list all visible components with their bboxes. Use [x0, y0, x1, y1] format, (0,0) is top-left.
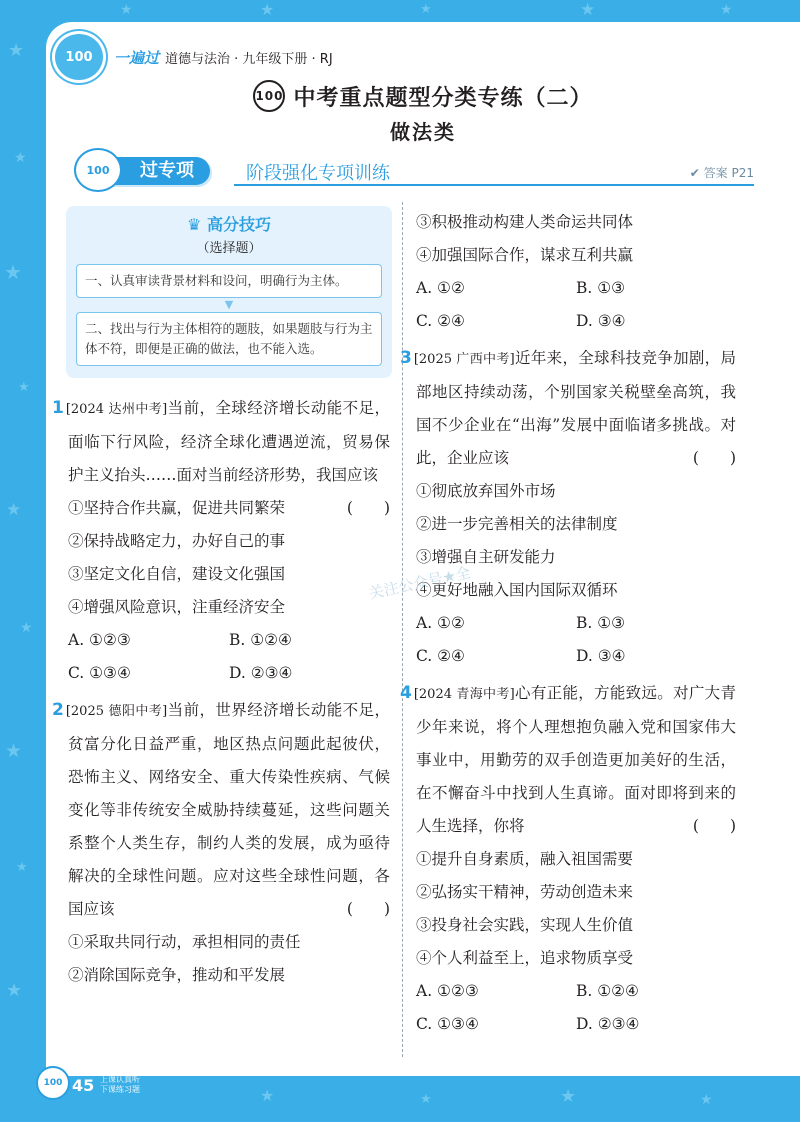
option-item: ①彻底放弃国外市场	[416, 482, 556, 500]
star-icon: ★	[580, 0, 596, 20]
star-icon: ★	[16, 860, 28, 875]
graduation-cap-icon: ♛	[187, 215, 207, 234]
question-text: 近年来，全球科技竞争加剧，局部地区持续动荡，个别国家关税壁垒高筑，我国不少企业在“出海”发展中面临诸多挑战。对此，企业应该	[416, 349, 736, 467]
question-2	[52, 694, 390, 992]
question-2-continued	[416, 206, 736, 338]
option-item: ④加强国际合作，谋求互利共赢	[416, 246, 634, 264]
choice-a[interactable]: A. ①②③	[416, 982, 479, 1000]
choice-b[interactable]: B. ①③	[576, 614, 626, 632]
section-banner	[74, 154, 754, 188]
option-item: ②进一步完善相关的法律制度	[416, 515, 618, 533]
title-text: 中考重点题型分类专练（二）	[293, 85, 593, 111]
answer-blank[interactable]: ( )	[692, 817, 736, 835]
star-icon: ★	[4, 260, 22, 284]
question-text: 当前，世界经济增长动能不足，贫富分化日益严重，地区热点问题此起彼伏，恐怖主义、网络安全、重大传染性疾病、气候变化等非传统安全威胁持续蔓延，这些问题关系整个人类生存，制约人类的发展，成为亟待解决的全球性问题。应对这些全球性问题，各国应该	[68, 701, 390, 918]
section-title: 阶段强化专项训练	[246, 163, 390, 184]
question-4	[400, 677, 736, 1041]
page-title	[253, 80, 592, 112]
choice-d[interactable]: D. ③④	[576, 312, 626, 330]
option-item: ③积极推动构建人类命运共同体	[416, 213, 634, 231]
choice-a[interactable]: A. ①②③	[68, 631, 131, 649]
choice-c[interactable]: C. ①③④	[68, 664, 131, 682]
choice-c[interactable]: C. ②④	[416, 647, 465, 665]
tips-title	[76, 212, 382, 235]
page-subtitle: 做法类	[390, 120, 456, 144]
option-item: ①提升自身素质，融入祖国需要	[416, 850, 634, 868]
answer-blank[interactable]: ( )	[346, 900, 390, 918]
question-source: [2025 德阳中考]	[65, 704, 168, 719]
section-tag: 过专项	[96, 157, 210, 185]
star-icon: ★	[20, 620, 33, 636]
option-item: ②弘扬实干精神，劳动创造未来	[416, 883, 634, 901]
question-number: 4	[400, 683, 412, 703]
slogan-line: 上课认真听	[100, 1075, 140, 1084]
star-icon: ★	[8, 40, 25, 61]
option-item: ②消除国际竞争，推动和平发展	[68, 966, 286, 984]
star-icon: ★	[420, 2, 432, 17]
choice-c[interactable]: C. ①③④	[416, 1015, 479, 1033]
watermark: 关注公众号★全	[367, 563, 473, 603]
slogan-line: 下课练习题	[100, 1085, 140, 1094]
choice-d[interactable]: D. ②③④	[229, 664, 293, 682]
footer-slogan	[100, 1075, 140, 1095]
banner-underline	[234, 184, 754, 186]
choice-a[interactable]: A. ①②	[416, 614, 465, 632]
star-icon: ★	[5, 740, 23, 762]
star-icon: ★	[700, 1092, 713, 1108]
star-icon: ★	[720, 2, 733, 18]
star-icon: ★	[260, 0, 275, 19]
question-text: 当前，全球经济增长动能不足，面临下行风险，经济全球化遭遇逆流，贸易保护主义抬头……面对当前经济形势，我国应该	[68, 399, 390, 484]
option-item: ③投身社会实践，实现人生价值	[416, 916, 634, 934]
answer-reference-text: 答案 P21	[703, 166, 754, 180]
choice-b[interactable]: B. ①②④	[229, 631, 292, 649]
star-icon: ★	[120, 2, 133, 18]
brand-name: 一遍过	[114, 48, 160, 67]
answer-choices	[68, 624, 390, 690]
question-stem	[400, 342, 736, 475]
question-stem	[400, 677, 736, 843]
star-badge-icon: 100	[253, 80, 285, 112]
tips-subtitle: （选择题）	[196, 241, 262, 256]
star-icon: ★	[18, 380, 30, 395]
page-sheet	[46, 22, 800, 1076]
tip-item: 一、认真审读背景材料和设问，明确行为主体。	[76, 264, 382, 298]
star-icon: ★	[6, 500, 22, 520]
left-column	[52, 206, 390, 992]
page-number: 45	[72, 1076, 95, 1095]
choice-d[interactable]: D. ③④	[576, 647, 626, 665]
question-3	[400, 342, 736, 673]
question-text: 心有正能，方能致远。对广大青少年来说，将个人理想抱负融入党和国家伟大事业中，用勤劳的双手创造更加美好的生活，在不懈奋斗中找到人生真谛。面对即将到来的人生选择，你将	[416, 684, 736, 835]
star-icon: ★	[420, 1092, 432, 1107]
title-block	[46, 80, 800, 145]
choice-a[interactable]: A. ①②	[416, 279, 465, 297]
star-icon: ★	[6, 980, 23, 1001]
option-item: ③增强自主研发能力	[416, 548, 556, 566]
answer-choices	[416, 272, 736, 338]
question-source: [2024 达州中考]	[65, 402, 168, 417]
question-source: [2025 广西中考]	[413, 352, 515, 367]
question-1	[52, 392, 390, 690]
question-number: 3	[400, 348, 412, 368]
answer-blank[interactable]: ( )	[692, 449, 736, 467]
banner-mascot-icon: 100	[74, 148, 122, 192]
check-icon: ✔	[689, 166, 704, 180]
answer-blank[interactable]: ( )	[346, 499, 390, 517]
option-item: ②保持战略定力，办好自己的事	[68, 532, 286, 550]
question-number: 2	[52, 700, 64, 720]
page-footer	[0, 1066, 200, 1106]
column-divider	[402, 202, 403, 1057]
choice-b[interactable]: B. ①③	[576, 279, 626, 297]
right-column	[400, 206, 736, 1041]
option-item: ①坚持合作共赢，促进共同繁荣	[68, 499, 286, 517]
choice-d[interactable]: D. ②③④	[576, 1015, 640, 1033]
option-item: ④更好地融入国内国际双循环	[416, 581, 618, 599]
mascot-logo: 100	[52, 31, 106, 83]
answer-choices	[416, 607, 736, 673]
option-item: ③坚定文化自信，建设文化强国	[68, 565, 286, 583]
question-stem	[52, 694, 390, 926]
tips-box	[66, 206, 392, 378]
footer-mascot-icon: 100	[36, 1066, 70, 1100]
choice-c[interactable]: C. ②④	[416, 312, 465, 330]
star-icon: ★	[14, 150, 27, 166]
option-item: ①采取共同行动，承担相同的责任	[68, 933, 301, 951]
tip-item: 二、找出与行为主体相符的题肢，如果题肢与行为主体不符，即便是正确的做法，也不能入选。	[76, 312, 382, 366]
arrow-down-icon: ▼	[224, 298, 234, 311]
star-icon: ★	[260, 1086, 275, 1105]
question-source: [2024 青海中考]	[413, 687, 515, 702]
option-item: ④增强风险意识，注重经济安全	[68, 598, 286, 616]
star-icon: ★	[560, 1086, 577, 1107]
answer-reference	[690, 164, 754, 181]
choice-b[interactable]: B. ①②④	[576, 982, 639, 1000]
question-number: 1	[52, 398, 64, 418]
page-header	[52, 42, 333, 72]
answer-choices	[416, 975, 736, 1041]
tips-title-text: 高分技巧	[206, 215, 271, 234]
subject-label: 道德与法治 · 九年级下册 · RJ	[165, 51, 333, 67]
option-item: ④个人利益至上，追求物质享受	[416, 949, 634, 967]
